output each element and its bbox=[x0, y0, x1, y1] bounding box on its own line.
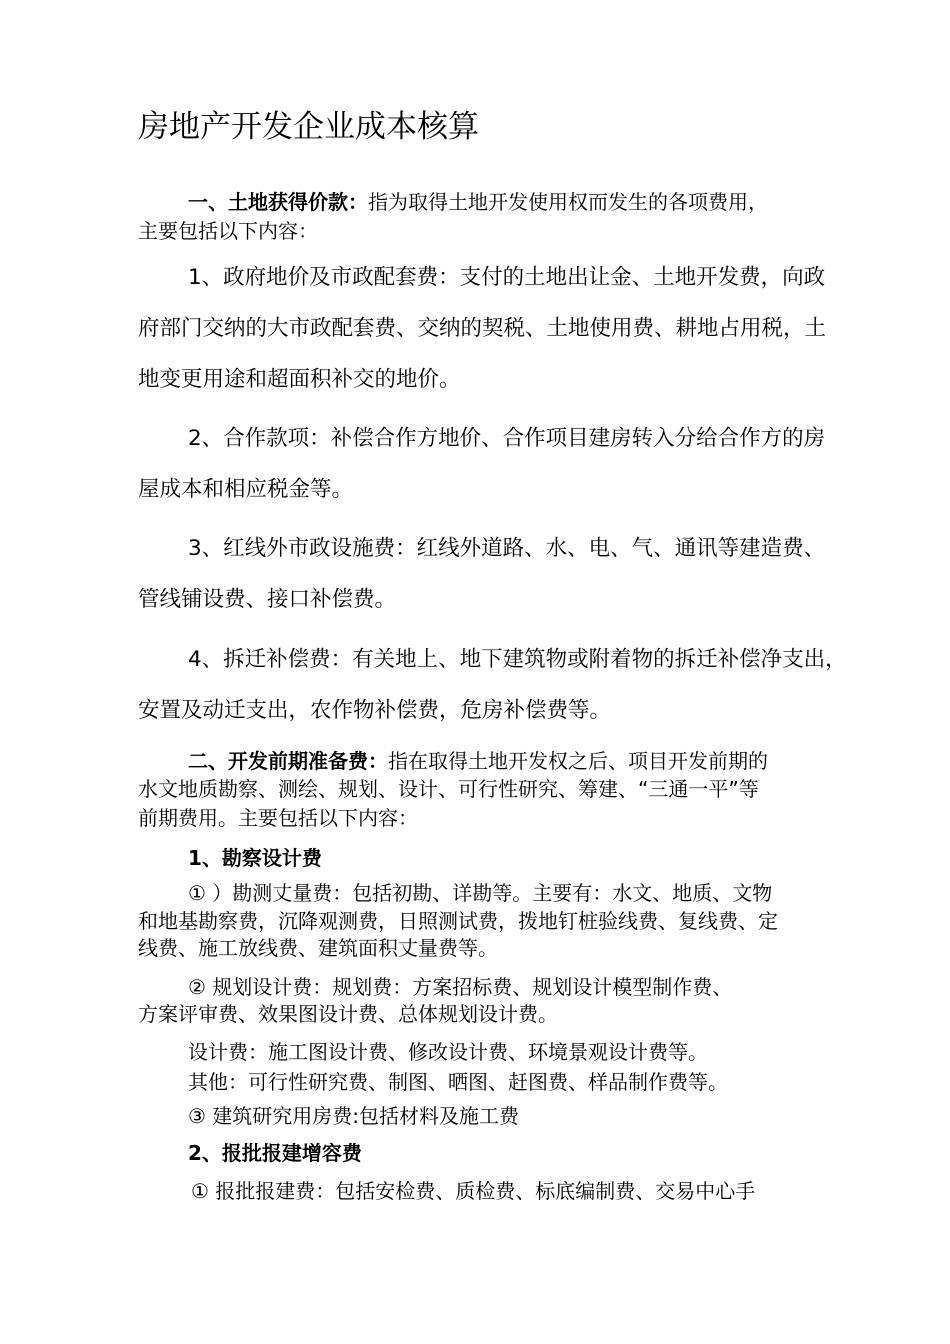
item-2-line-1: 2、合作款项：补偿合作方地价、合作项目建房转入分给合作方的房 bbox=[188, 426, 826, 451]
item-b-line-2: 方案评审费、效果图设计费、总体规划设计费。 bbox=[138, 1002, 558, 1026]
section-2-intro-line-3: 前期费用。主要包括以下内容： bbox=[138, 806, 418, 830]
section-1-heading: 一、土地获得价款： bbox=[188, 190, 368, 214]
item-d-line-1: ① 报批报建费：包括安检费、质检费、标底编制费、交易中心手 bbox=[191, 1179, 756, 1203]
other-fee-line: 其他：可行性研究费、制图、晒图、赶图费、样品制作费等。 bbox=[188, 1070, 728, 1094]
item-c-line-1: ③ 建筑研究用房费:包括材料及施工费 bbox=[188, 1104, 520, 1128]
section-1-intro-text: 指为取得土地开发使用权而发生的各项费用， bbox=[368, 190, 768, 214]
item-3-line-1: 3、红线外市政设施费：红线外道路、水、电、气、通讯等建造费、 bbox=[188, 536, 826, 561]
item-3-line-2: 管线铺设费、接口补偿费。 bbox=[138, 587, 397, 612]
section-2-intro bbox=[188, 749, 768, 773]
design-fee-line: 设计费：施工图设计费、修改设计费、环境景观设计费等。 bbox=[188, 1040, 708, 1064]
subheading-survey-design: 1、勘察设计费 bbox=[188, 846, 322, 870]
item-b-line-1: ② 规划设计费：规划费：方案招标费、规划设计模型制作费、 bbox=[188, 975, 733, 999]
section-2-intro-line-2: 水文地质勘察、测绘、规划、设计、可行性研究、筹建、“三通一平”等 bbox=[138, 777, 759, 801]
item-1-line-2: 府部门交纳的大市政配套费、交纳的契税、土地使用费、耕地占用税，土 bbox=[138, 316, 827, 341]
section-1-intro-line-2: 主要包括以下内容： bbox=[138, 219, 318, 243]
section-2-intro-text: 指在取得土地开发权之后、项目开发前期的 bbox=[388, 749, 768, 773]
item-2-line-2: 屋成本和相应税金等。 bbox=[138, 477, 354, 502]
subheading-approval-fees: 2、报批报建增容费 bbox=[188, 1141, 362, 1165]
item-4-line-2: 安置及动迁支出，农作物补偿费，危房补偿费等。 bbox=[138, 698, 612, 723]
section-1-intro bbox=[188, 190, 768, 214]
item-a-line-3: 线费、施工放线费、建筑面积丈量费等。 bbox=[138, 936, 498, 960]
item-1-line-3: 地变更用途和超面积补交的地价。 bbox=[138, 367, 461, 392]
item-a-line-2: 和地基勘察费，沉降观测费，日照测试费，拨地钉桩验线费、复线费、定 bbox=[138, 909, 778, 933]
document-title: 房地产开发企业成本核算 bbox=[138, 109, 479, 145]
item-4-line-1: 4、拆迁补偿费：有关地上、地下建筑物或附着物的拆迁补偿净支出， bbox=[188, 647, 847, 672]
section-2-heading: 二、开发前期准备费： bbox=[188, 749, 388, 773]
item-a-line-1: ① ）勘测丈量费：包括初勘、详勘等。主要有：水文、地质、文物 bbox=[188, 881, 773, 905]
item-1-line-1: 1、政府地价及市政配套费：支付的土地出让金、土地开发费，向政 bbox=[188, 265, 826, 290]
